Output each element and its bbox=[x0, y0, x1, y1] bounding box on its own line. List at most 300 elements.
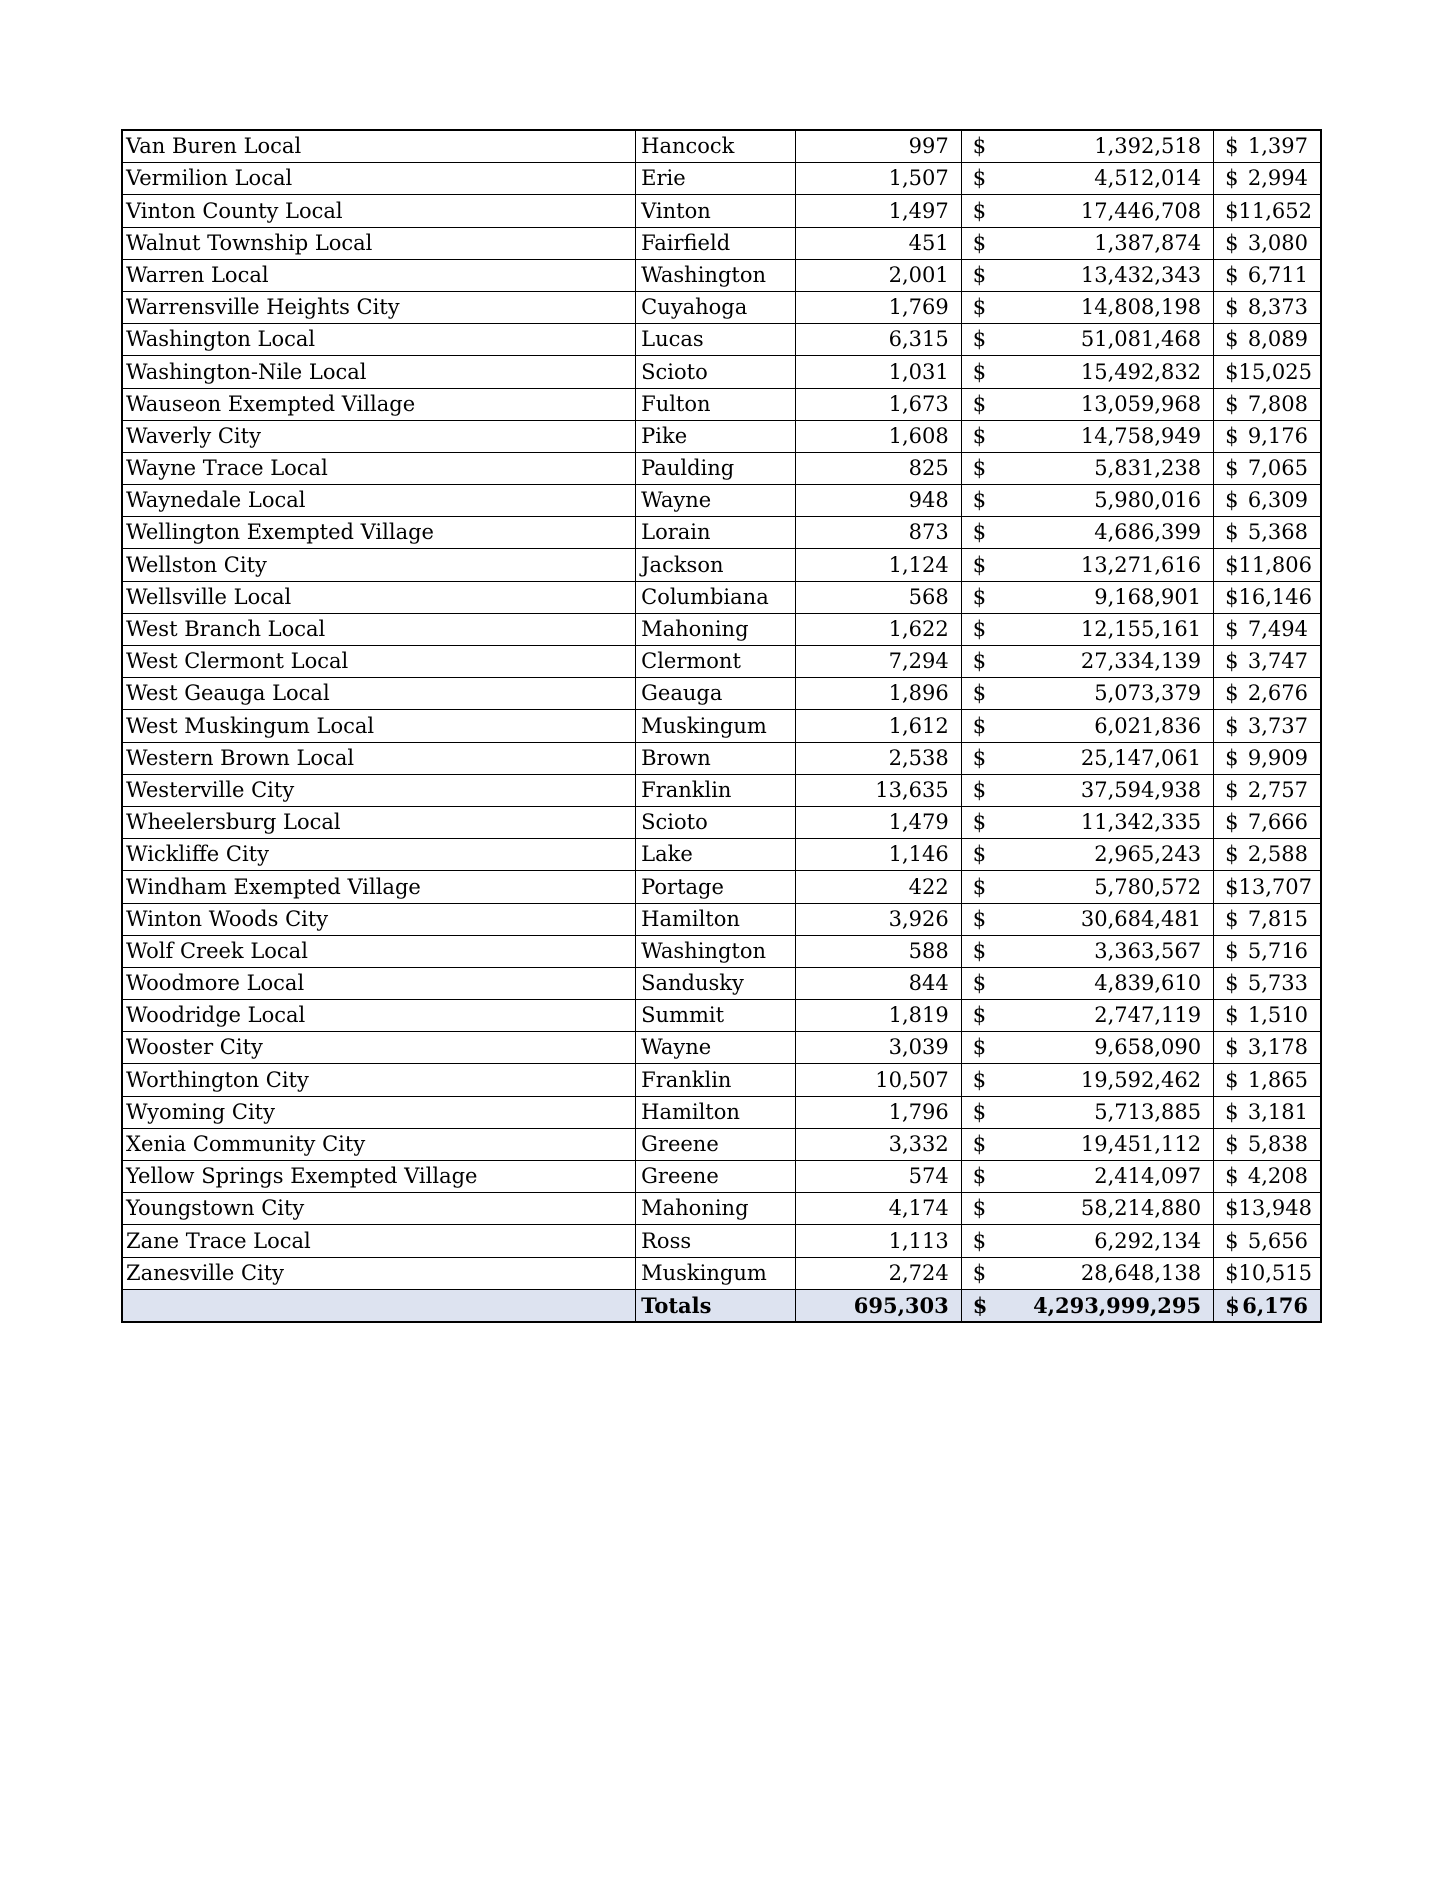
county-cell: Wayne bbox=[636, 485, 796, 517]
table-row bbox=[122, 935, 1321, 967]
table-row bbox=[122, 678, 1321, 710]
funding-cell bbox=[961, 935, 1213, 967]
funding-amount: 4,686,399 bbox=[1094, 520, 1202, 545]
table-row bbox=[122, 549, 1321, 581]
per-pupil-currency-symbol: $ bbox=[1225, 1132, 1239, 1156]
per-pupil-amount: 1,397 bbox=[1247, 134, 1308, 159]
per-pupil-cell bbox=[1214, 967, 1321, 999]
funding-currency-symbol: $ bbox=[972, 262, 987, 287]
district-name-cell: Warren Local bbox=[122, 259, 636, 291]
per-pupil-amount: 13,948 bbox=[1238, 1196, 1312, 1221]
enrollment-cell: 825 bbox=[796, 452, 961, 484]
district-name-cell: Woodmore Local bbox=[122, 967, 636, 999]
funding-cell bbox=[961, 163, 1213, 195]
totals-blank-cell bbox=[122, 1289, 636, 1322]
per-pupil-cell bbox=[1214, 1257, 1321, 1289]
county-cell: Fulton bbox=[636, 388, 796, 420]
funding-currency-symbol: $ bbox=[972, 198, 987, 223]
funding-currency-symbol: $ bbox=[972, 327, 987, 352]
table-row bbox=[122, 1257, 1321, 1289]
per-pupil-amount: 15,025 bbox=[1238, 359, 1312, 384]
per-pupil-amount: 5,716 bbox=[1247, 938, 1308, 963]
funding-cell bbox=[961, 581, 1213, 613]
per-pupil-cell bbox=[1214, 839, 1321, 871]
enrollment-cell: 1,796 bbox=[796, 1096, 961, 1128]
per-pupil-amount: 5,656 bbox=[1247, 1228, 1308, 1253]
totals-per-pupil-currency-symbol: $ bbox=[1225, 1292, 1240, 1318]
funding-cell bbox=[961, 967, 1213, 999]
funding-amount: 25,147,061 bbox=[1080, 745, 1202, 770]
per-pupil-amount: 3,080 bbox=[1247, 230, 1308, 255]
totals-funding-cell bbox=[961, 1289, 1213, 1322]
per-pupil-currency-symbol: $ bbox=[1225, 906, 1239, 931]
table-row bbox=[122, 839, 1321, 871]
funding-cell bbox=[961, 517, 1213, 549]
county-cell: Brown bbox=[636, 742, 796, 774]
per-pupil-amount: 5,368 bbox=[1247, 520, 1308, 545]
county-cell: Jackson bbox=[636, 549, 796, 581]
funding-cell bbox=[961, 1161, 1213, 1193]
district-name-cell: Winton Woods City bbox=[122, 903, 636, 935]
per-pupil-amount: 16,146 bbox=[1238, 584, 1312, 609]
per-pupil-amount: 6,711 bbox=[1247, 262, 1308, 287]
per-pupil-cell bbox=[1214, 1161, 1321, 1193]
funding-currency-symbol: $ bbox=[972, 295, 987, 320]
funding-amount: 9,658,090 bbox=[1094, 1035, 1202, 1060]
per-pupil-amount: 9,176 bbox=[1247, 423, 1308, 448]
funding-amount: 4,839,610 bbox=[1094, 971, 1202, 996]
funding-currency-symbol: $ bbox=[972, 681, 987, 706]
funding-amount: 3,363,567 bbox=[1094, 938, 1202, 963]
per-pupil-cell bbox=[1214, 485, 1321, 517]
county-cell: Scioto bbox=[636, 356, 796, 388]
per-pupil-amount: 7,815 bbox=[1247, 906, 1308, 931]
funding-amount: 1,387,874 bbox=[1094, 230, 1202, 255]
per-pupil-amount: 10,515 bbox=[1238, 1260, 1312, 1285]
district-name-cell: Wooster City bbox=[122, 1032, 636, 1064]
county-cell: Wayne bbox=[636, 1032, 796, 1064]
funding-amount: 9,168,901 bbox=[1094, 584, 1202, 609]
enrollment-cell: 1,769 bbox=[796, 291, 961, 323]
table-row bbox=[122, 742, 1321, 774]
per-pupil-currency-symbol: $ bbox=[1225, 327, 1239, 352]
table-row bbox=[122, 291, 1321, 323]
per-pupil-amount: 8,373 bbox=[1247, 295, 1308, 320]
per-pupil-cell bbox=[1214, 259, 1321, 291]
district-name-cell: Worthington City bbox=[122, 1064, 636, 1096]
table-row bbox=[122, 356, 1321, 388]
table-row bbox=[122, 163, 1321, 195]
funding-currency-symbol: $ bbox=[972, 552, 987, 577]
per-pupil-cell bbox=[1214, 163, 1321, 195]
district-name-cell: Wellington Exempted Village bbox=[122, 517, 636, 549]
per-pupil-cell bbox=[1214, 517, 1321, 549]
funding-amount: 5,980,016 bbox=[1094, 488, 1202, 513]
per-pupil-cell bbox=[1214, 774, 1321, 806]
funding-cell bbox=[961, 1257, 1213, 1289]
county-cell: Clermont bbox=[636, 646, 796, 678]
enrollment-cell: 1,497 bbox=[796, 195, 961, 227]
table-row bbox=[122, 581, 1321, 613]
per-pupil-cell bbox=[1214, 1000, 1321, 1032]
county-cell: Portage bbox=[636, 871, 796, 903]
table-row bbox=[122, 227, 1321, 259]
district-name-cell: Van Buren Local bbox=[122, 130, 636, 163]
per-pupil-currency-symbol: $ bbox=[1225, 1196, 1239, 1221]
funding-cell bbox=[961, 1000, 1213, 1032]
county-cell: Muskingum bbox=[636, 710, 796, 742]
enrollment-cell: 588 bbox=[796, 935, 961, 967]
per-pupil-currency-symbol: $ bbox=[1225, 295, 1239, 320]
funding-cell bbox=[961, 678, 1213, 710]
funding-currency-symbol: $ bbox=[972, 520, 987, 545]
per-pupil-currency-symbol: $ bbox=[1225, 166, 1239, 191]
funding-amount: 13,432,343 bbox=[1080, 262, 1202, 287]
table-row bbox=[122, 1096, 1321, 1128]
enrollment-cell: 568 bbox=[796, 581, 961, 613]
enrollment-cell: 2,538 bbox=[796, 742, 961, 774]
funding-cell bbox=[961, 452, 1213, 484]
per-pupil-amount: 13,707 bbox=[1238, 874, 1312, 899]
enrollment-cell: 7,294 bbox=[796, 646, 961, 678]
table-row bbox=[122, 1032, 1321, 1064]
enrollment-cell: 844 bbox=[796, 967, 961, 999]
per-pupil-currency-symbol: $ bbox=[1225, 810, 1239, 835]
totals-enrollment: 695,303 bbox=[796, 1289, 961, 1322]
funding-amount: 19,592,462 bbox=[1080, 1067, 1202, 1092]
per-pupil-cell bbox=[1214, 613, 1321, 645]
per-pupil-cell bbox=[1214, 1225, 1321, 1257]
county-cell: Summit bbox=[636, 1000, 796, 1032]
per-pupil-amount: 5,733 bbox=[1247, 971, 1308, 996]
county-cell: Vinton bbox=[636, 195, 796, 227]
per-pupil-currency-symbol: $ bbox=[1225, 745, 1239, 770]
funding-currency-symbol: $ bbox=[972, 971, 987, 996]
per-pupil-currency-symbol: $ bbox=[1225, 262, 1239, 287]
enrollment-cell: 1,479 bbox=[796, 806, 961, 838]
per-pupil-cell bbox=[1214, 742, 1321, 774]
per-pupil-currency-symbol: $ bbox=[1225, 552, 1239, 577]
funding-cell bbox=[961, 549, 1213, 581]
per-pupil-cell bbox=[1214, 1128, 1321, 1160]
table-row bbox=[122, 517, 1321, 549]
enrollment-cell: 13,635 bbox=[796, 774, 961, 806]
per-pupil-cell bbox=[1214, 420, 1321, 452]
per-pupil-amount: 6,309 bbox=[1247, 488, 1308, 513]
per-pupil-currency-symbol: $ bbox=[1225, 520, 1239, 545]
funding-currency-symbol: $ bbox=[972, 906, 987, 931]
per-pupil-currency-symbol: $ bbox=[1225, 1164, 1239, 1189]
funding-cell bbox=[961, 420, 1213, 452]
funding-currency-symbol: $ bbox=[972, 1228, 987, 1253]
funding-cell bbox=[961, 774, 1213, 806]
funding-currency-symbol: $ bbox=[972, 713, 987, 738]
enrollment-cell: 873 bbox=[796, 517, 961, 549]
funding-amount: 2,965,243 bbox=[1094, 842, 1202, 867]
funding-amount: 5,780,572 bbox=[1094, 874, 1202, 899]
funding-cell bbox=[961, 1193, 1213, 1225]
funding-cell bbox=[961, 324, 1213, 356]
district-name-cell: Wayne Trace Local bbox=[122, 452, 636, 484]
district-name-cell: Wheelersburg Local bbox=[122, 806, 636, 838]
funding-cell bbox=[961, 1032, 1213, 1064]
county-cell: Mahoning bbox=[636, 1193, 796, 1225]
table-row bbox=[122, 324, 1321, 356]
funding-cell bbox=[961, 806, 1213, 838]
table-row bbox=[122, 1128, 1321, 1160]
per-pupil-amount: 2,676 bbox=[1247, 681, 1308, 706]
funding-amount: 30,684,481 bbox=[1080, 906, 1202, 931]
per-pupil-currency-symbol: $ bbox=[1225, 456, 1239, 481]
county-cell: Washington bbox=[636, 259, 796, 291]
enrollment-cell: 2,001 bbox=[796, 259, 961, 291]
funding-cell bbox=[961, 646, 1213, 678]
funding-currency-symbol: $ bbox=[972, 359, 987, 384]
funding-amount: 12,155,161 bbox=[1080, 617, 1202, 641]
table-row bbox=[122, 646, 1321, 678]
enrollment-cell: 4,174 bbox=[796, 1193, 961, 1225]
per-pupil-cell bbox=[1214, 710, 1321, 742]
funding-amount: 2,414,097 bbox=[1094, 1164, 1202, 1189]
per-pupil-currency-symbol: $ bbox=[1225, 777, 1239, 802]
district-name-cell: Wyoming City bbox=[122, 1096, 636, 1128]
funding-cell bbox=[961, 1064, 1213, 1096]
enrollment-cell: 1,673 bbox=[796, 388, 961, 420]
district-name-cell: Walnut Township Local bbox=[122, 227, 636, 259]
per-pupil-currency-symbol: $ bbox=[1225, 391, 1239, 416]
table-row bbox=[122, 259, 1321, 291]
funding-amount: 5,831,238 bbox=[1094, 456, 1202, 481]
enrollment-cell: 10,507 bbox=[796, 1064, 961, 1096]
funding-amount: 17,446,708 bbox=[1080, 198, 1202, 223]
per-pupil-amount: 3,181 bbox=[1247, 1099, 1308, 1124]
per-pupil-amount: 9,909 bbox=[1247, 745, 1308, 770]
per-pupil-cell bbox=[1214, 678, 1321, 710]
district-name-cell: Windham Exempted Village bbox=[122, 871, 636, 903]
district-name-cell: Xenia Community City bbox=[122, 1128, 636, 1160]
table-row bbox=[122, 967, 1321, 999]
per-pupil-amount: 3,747 bbox=[1247, 649, 1308, 674]
per-pupil-currency-symbol: $ bbox=[1225, 198, 1239, 223]
per-pupil-cell bbox=[1214, 388, 1321, 420]
district-name-cell: West Branch Local bbox=[122, 613, 636, 645]
enrollment-cell: 948 bbox=[796, 485, 961, 517]
district-name-cell: Wickliffe City bbox=[122, 839, 636, 871]
county-cell: Hancock bbox=[636, 130, 796, 163]
per-pupil-currency-symbol: $ bbox=[1225, 1099, 1239, 1124]
per-pupil-amount: 2,757 bbox=[1247, 777, 1308, 802]
per-pupil-cell bbox=[1214, 130, 1321, 163]
funding-amount: 14,758,949 bbox=[1080, 423, 1202, 448]
funding-amount: 1,392,518 bbox=[1094, 134, 1202, 159]
per-pupil-cell bbox=[1214, 1096, 1321, 1128]
funding-currency-symbol: $ bbox=[972, 488, 987, 513]
enrollment-cell: 1,622 bbox=[796, 613, 961, 645]
per-pupil-currency-symbol: $ bbox=[1225, 423, 1239, 448]
table-row bbox=[122, 388, 1321, 420]
funding-currency-symbol: $ bbox=[972, 617, 987, 641]
per-pupil-currency-symbol: $ bbox=[1225, 1003, 1239, 1028]
district-name-cell: Western Brown Local bbox=[122, 742, 636, 774]
table-row bbox=[122, 1193, 1321, 1225]
funding-currency-symbol: $ bbox=[972, 1067, 987, 1092]
funding-amount: 2,747,119 bbox=[1094, 1003, 1202, 1028]
county-cell: Hamilton bbox=[636, 903, 796, 935]
per-pupil-currency-symbol: $ bbox=[1225, 134, 1239, 159]
table-row bbox=[122, 420, 1321, 452]
district-name-cell: Vinton County Local bbox=[122, 195, 636, 227]
totals-label: Totals bbox=[636, 1289, 796, 1322]
county-cell: Franklin bbox=[636, 1064, 796, 1096]
funding-cell bbox=[961, 710, 1213, 742]
per-pupil-currency-symbol: $ bbox=[1225, 230, 1239, 255]
funding-currency-symbol: $ bbox=[972, 1164, 987, 1189]
funding-currency-symbol: $ bbox=[972, 938, 987, 963]
funding-currency-symbol: $ bbox=[972, 810, 987, 835]
enrollment-cell: 1,146 bbox=[796, 839, 961, 871]
county-cell: Cuyahoga bbox=[636, 291, 796, 323]
enrollment-cell: 1,819 bbox=[796, 1000, 961, 1032]
district-name-cell: Wellsville Local bbox=[122, 581, 636, 613]
funding-currency-symbol: $ bbox=[972, 1196, 987, 1221]
per-pupil-cell bbox=[1214, 806, 1321, 838]
funding-amount: 15,492,832 bbox=[1080, 359, 1202, 384]
per-pupil-amount: 7,494 bbox=[1247, 617, 1308, 641]
funding-currency-symbol: $ bbox=[972, 584, 987, 609]
table-row bbox=[122, 485, 1321, 517]
per-pupil-amount: 11,806 bbox=[1238, 552, 1312, 577]
per-pupil-cell bbox=[1214, 581, 1321, 613]
per-pupil-cell bbox=[1214, 452, 1321, 484]
per-pupil-amount: 2,994 bbox=[1247, 166, 1308, 191]
totals-per-pupil-cell bbox=[1214, 1289, 1321, 1322]
enrollment-cell: 3,039 bbox=[796, 1032, 961, 1064]
district-name-cell: West Clermont Local bbox=[122, 646, 636, 678]
funding-amount: 5,713,885 bbox=[1094, 1099, 1202, 1124]
enrollment-cell: 3,332 bbox=[796, 1128, 961, 1160]
per-pupil-cell bbox=[1214, 1193, 1321, 1225]
per-pupil-currency-symbol: $ bbox=[1225, 713, 1239, 738]
district-name-cell: Westerville City bbox=[122, 774, 636, 806]
funding-currency-symbol: $ bbox=[972, 134, 987, 159]
per-pupil-currency-symbol: $ bbox=[1225, 1260, 1239, 1285]
county-cell: Geauga bbox=[636, 678, 796, 710]
county-cell: Columbiana bbox=[636, 581, 796, 613]
per-pupil-currency-symbol: $ bbox=[1225, 681, 1239, 706]
county-cell: Erie bbox=[636, 163, 796, 195]
funding-currency-symbol: $ bbox=[972, 456, 987, 481]
per-pupil-cell bbox=[1214, 935, 1321, 967]
funding-amount: 37,594,938 bbox=[1080, 777, 1202, 802]
per-pupil-currency-symbol: $ bbox=[1225, 971, 1239, 996]
funding-amount: 58,214,880 bbox=[1080, 1196, 1202, 1221]
per-pupil-currency-symbol: $ bbox=[1225, 584, 1239, 609]
county-cell: Hamilton bbox=[636, 1096, 796, 1128]
per-pupil-cell bbox=[1214, 1064, 1321, 1096]
funding-cell bbox=[961, 613, 1213, 645]
enrollment-cell: 1,507 bbox=[796, 163, 961, 195]
county-cell: Greene bbox=[636, 1161, 796, 1193]
enrollment-cell: 1,113 bbox=[796, 1225, 961, 1257]
table-row bbox=[122, 452, 1321, 484]
totals-per-pupil-amount: 6,176 bbox=[1242, 1292, 1308, 1318]
funding-amount: 6,292,134 bbox=[1094, 1228, 1202, 1253]
per-pupil-amount: 3,737 bbox=[1247, 713, 1308, 738]
table-row bbox=[122, 903, 1321, 935]
enrollment-cell: 6,315 bbox=[796, 324, 961, 356]
per-pupil-amount: 7,808 bbox=[1247, 391, 1308, 416]
per-pupil-currency-symbol: $ bbox=[1225, 359, 1239, 384]
table-row bbox=[122, 195, 1321, 227]
funding-currency-symbol: $ bbox=[972, 1099, 987, 1124]
district-name-cell: Washington-Nile Local bbox=[122, 356, 636, 388]
table-row bbox=[122, 871, 1321, 903]
county-cell: Fairfield bbox=[636, 227, 796, 259]
per-pupil-amount: 8,089 bbox=[1247, 327, 1308, 352]
funding-currency-symbol: $ bbox=[972, 745, 987, 770]
per-pupil-cell bbox=[1214, 324, 1321, 356]
district-name-cell: Youngstown City bbox=[122, 1193, 636, 1225]
county-cell: Pike bbox=[636, 420, 796, 452]
totals-funding-amount: 4,293,999,295 bbox=[1033, 1292, 1202, 1318]
county-cell: Mahoning bbox=[636, 613, 796, 645]
enrollment-cell: 1,031 bbox=[796, 356, 961, 388]
per-pupil-currency-symbol: $ bbox=[1225, 842, 1239, 867]
per-pupil-amount: 1,865 bbox=[1247, 1067, 1308, 1092]
county-cell: Washington bbox=[636, 935, 796, 967]
funding-amount: 13,271,616 bbox=[1080, 552, 1202, 577]
funding-amount: 27,334,139 bbox=[1080, 649, 1202, 674]
funding-amount: 6,021,836 bbox=[1094, 713, 1202, 738]
funding-cell bbox=[961, 1225, 1213, 1257]
funding-currency-symbol: $ bbox=[972, 391, 987, 416]
table-row bbox=[122, 710, 1321, 742]
county-cell: Lorain bbox=[636, 517, 796, 549]
district-name-cell: West Geauga Local bbox=[122, 678, 636, 710]
table-row bbox=[122, 1064, 1321, 1096]
funding-currency-symbol: $ bbox=[972, 1003, 987, 1028]
county-cell: Scioto bbox=[636, 806, 796, 838]
district-name-cell: Zane Trace Local bbox=[122, 1225, 636, 1257]
county-cell: Muskingum bbox=[636, 1257, 796, 1289]
funding-currency-symbol: $ bbox=[972, 166, 987, 191]
county-cell: Greene bbox=[636, 1128, 796, 1160]
funding-currency-symbol: $ bbox=[972, 1035, 987, 1060]
per-pupil-cell bbox=[1214, 1032, 1321, 1064]
district-funding-table bbox=[121, 129, 1322, 1323]
per-pupil-cell bbox=[1214, 549, 1321, 581]
per-pupil-amount: 7,666 bbox=[1247, 810, 1308, 835]
county-cell: Lake bbox=[636, 839, 796, 871]
funding-currency-symbol: $ bbox=[972, 230, 987, 255]
table-row bbox=[122, 806, 1321, 838]
county-cell: Paulding bbox=[636, 452, 796, 484]
district-name-cell: Zanesville City bbox=[122, 1257, 636, 1289]
per-pupil-amount: 3,178 bbox=[1247, 1035, 1308, 1060]
funding-cell bbox=[961, 130, 1213, 163]
table-row bbox=[122, 1161, 1321, 1193]
funding-amount: 13,059,968 bbox=[1080, 391, 1202, 416]
funding-currency-symbol: $ bbox=[972, 649, 987, 674]
per-pupil-cell bbox=[1214, 356, 1321, 388]
per-pupil-cell bbox=[1214, 195, 1321, 227]
enrollment-cell: 2,724 bbox=[796, 1257, 961, 1289]
per-pupil-amount: 4,208 bbox=[1247, 1164, 1308, 1189]
funding-amount: 28,648,138 bbox=[1080, 1260, 1202, 1285]
funding-cell bbox=[961, 742, 1213, 774]
funding-currency-symbol: $ bbox=[972, 423, 987, 448]
funding-currency-symbol: $ bbox=[972, 1260, 987, 1285]
